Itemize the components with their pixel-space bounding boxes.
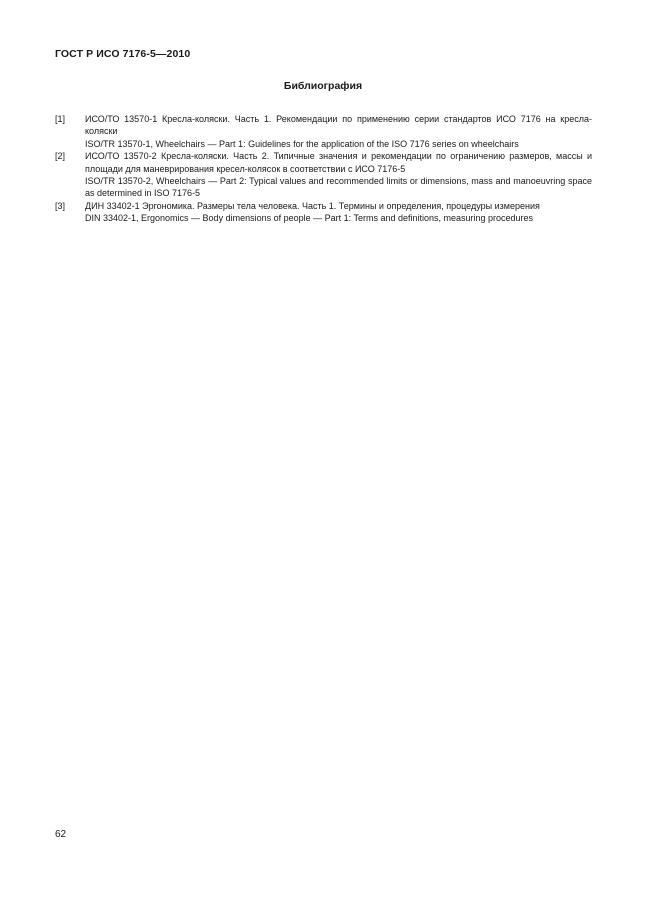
reference-russian-text: ИСО/ТО 13570-2 Кресла-коляски. Часть 2. Типичные значения и рекомендации по ограничению размеров, массы и площади для маневрирования кресел-колясок в соответствии с ИСО 7176-5 [85, 151, 592, 174]
reference-number: [1] [55, 114, 66, 124]
reference-number: [2] [55, 151, 66, 162]
reference-body [85, 200, 592, 225]
page-number: 62 [55, 829, 67, 840]
reference-number: [3] [55, 200, 66, 211]
reference-russian-text: ДИН 33402-1 Эргономика. Размеры тела человека. Часть 1. Термины и определения, процедуры измерения [85, 200, 540, 211]
bibliography-list [55, 113, 592, 225]
bibliography-item [55, 150, 592, 200]
reference-english-text: ISO/TR 13570-1, Wheelchairs — Part 1: Guidelines for the application of the ISO 7176 series on wheelchairs [85, 138, 519, 149]
reference-body [85, 150, 592, 200]
bibliography-item [55, 200, 592, 225]
reference-english-text: ISO/TR 13570-2, Wheelchairs — Part 2: Typical values and recommended limits or dimensions, mass and manoeuvring space as determined in ISO 7176-5 [85, 176, 592, 199]
bibliography-item [55, 113, 592, 150]
document-header: ГОСТ Р ИСО 7176-5—2010 [55, 48, 191, 60]
reference-russian-text: ИСО/ТО 13570-1 Кресла-коляски. Часть 1. Рекомендации по применению серии стандартов ИСО 7176 на кресла-коляски [85, 114, 592, 137]
reference-body [85, 113, 592, 150]
reference-english-text: DIN 33402-1, Ergonomics — Body dimensions of people — Part 1: Terms and definitions, measuring procedures [85, 213, 534, 224]
bibliography-title: Библиография [283, 80, 363, 92]
